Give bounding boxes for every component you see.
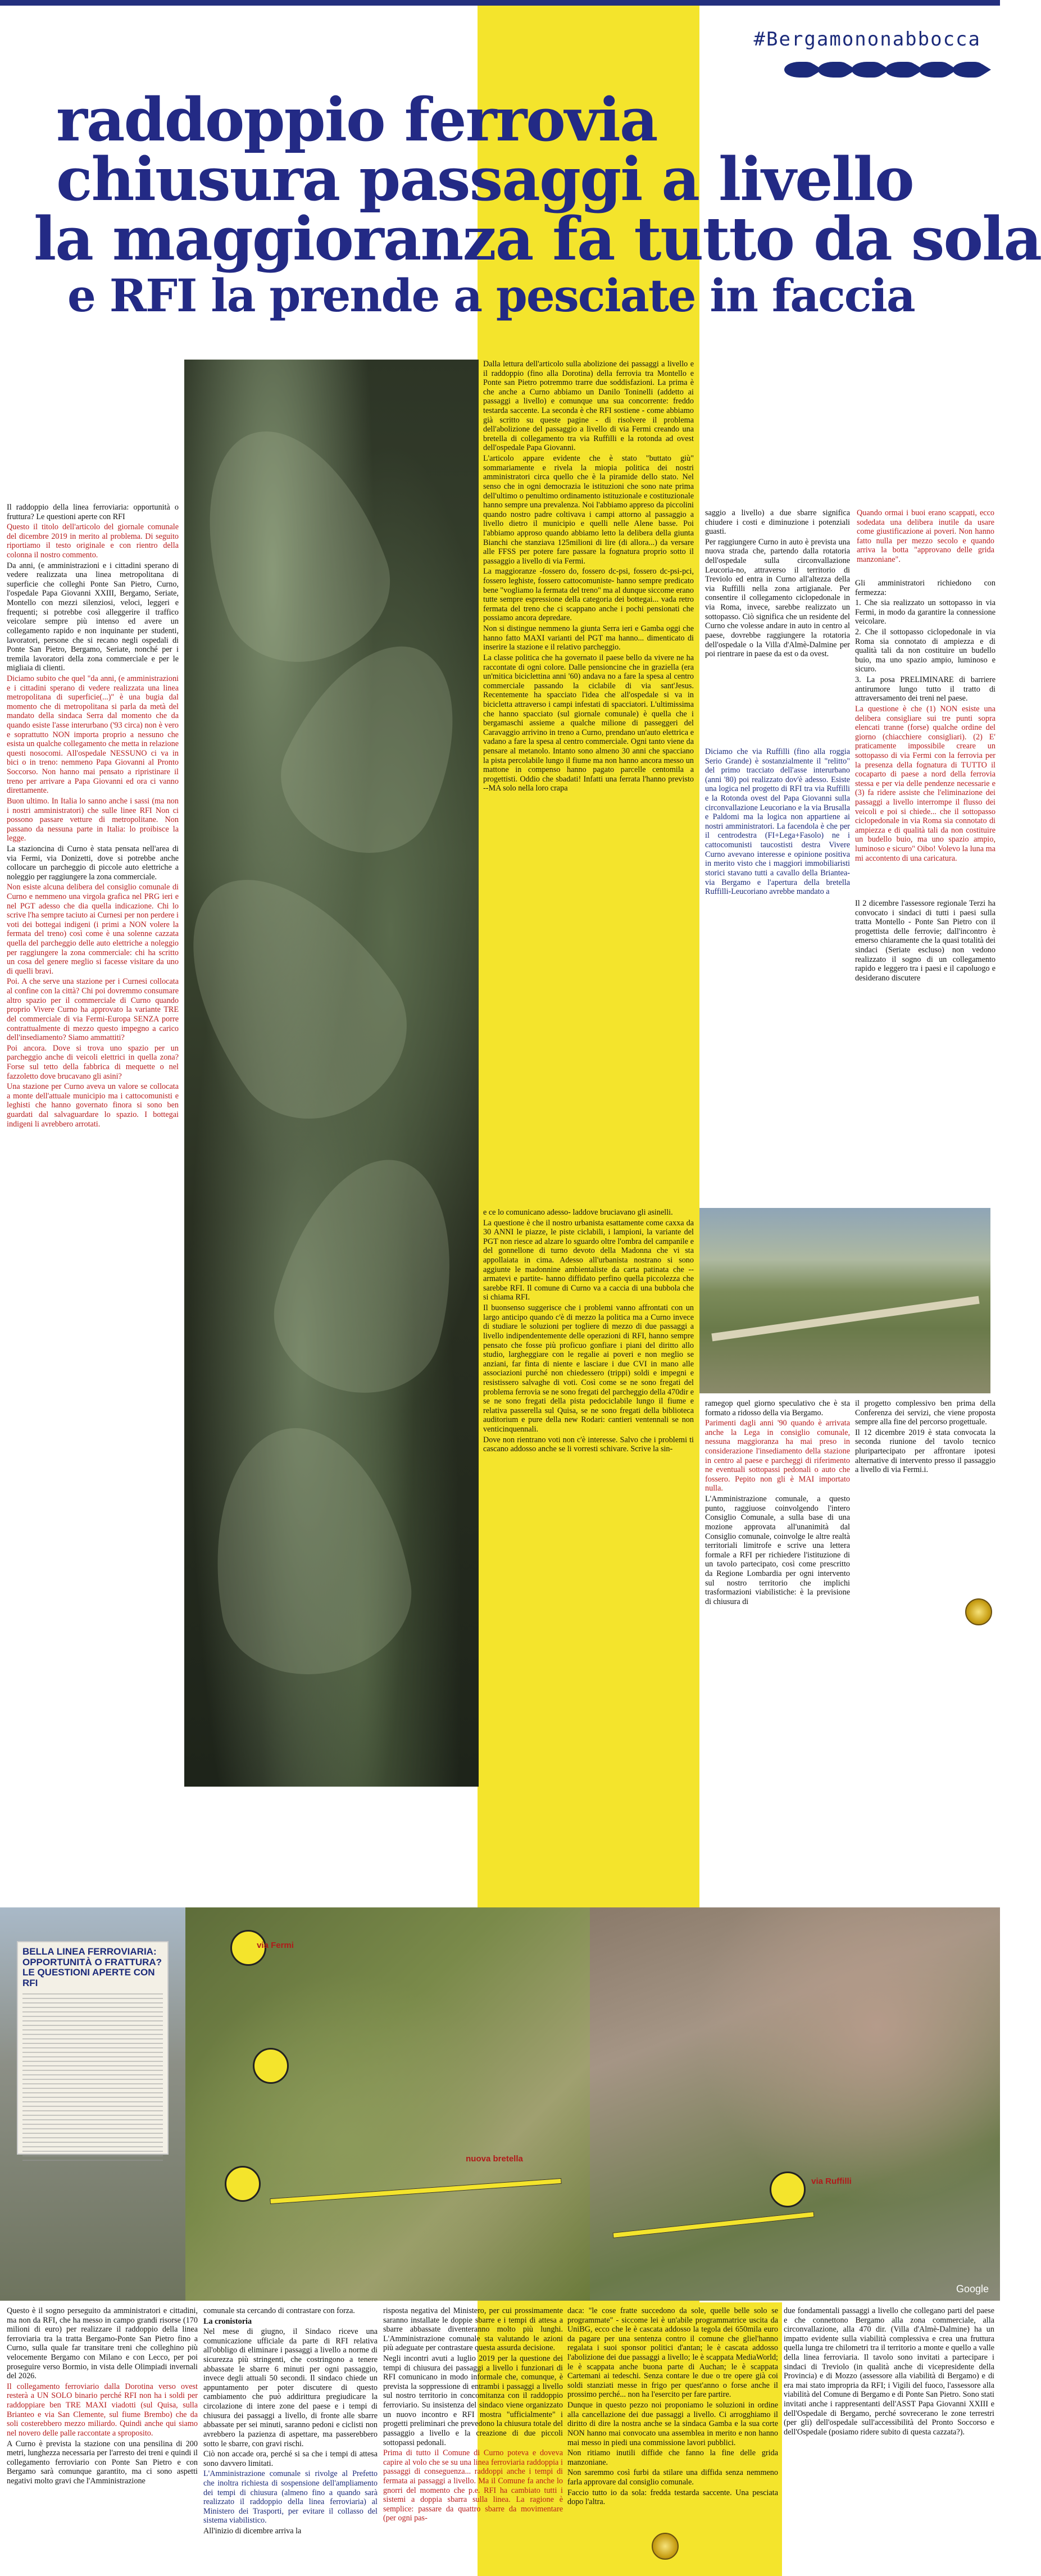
aerial-photo (699, 1208, 990, 1393)
headlines (34, 84, 1041, 322)
paragraph: La maggioranze -fossero do, fossero dc-psi, fossero dc-psi-pci, fossero leghiste, fossero cattocomuniste- hanno sempre predicato bene "vogliamo la fermata del treno" ma al dunque siccome erano tutte sempre espressione della categoria dei bottegai... vada retro fermata del treno che ci scappano anche i pochi pensionati che possiamo ancora depredare. (483, 567, 694, 623)
column-far-right-bottom (855, 1399, 995, 1579)
paragraph: Gli amministratori richiedono con fermezza: (855, 579, 995, 597)
paragraph: 2. Che il sottopasso ciclopedonale in via Roma sia connotato di ampiezza e di qualità tali da non costituire un budello buio, ma uno spazio ampio, luminoso e sicuro. (855, 628, 995, 674)
column-right-lower (705, 1399, 850, 1905)
leaf-shape (143, 837, 439, 1152)
leaf-shape (258, 1139, 481, 1411)
column-right-middle (705, 747, 850, 1202)
paragraph: 3. La posa PRELIMINARE di barriere antirumore lungo tutto il tratto di attraversamento dei treni nel paese. (855, 675, 995, 703)
paragraph: Buon ultimo. In Italia lo sanno anche i sassi (ma non i nostri amministratori) che sulle linee RFI Non ci possono passare vetture di metropolitane. Non passano da nessuna parte in Italia: lo proibisce la legge. (7, 796, 179, 843)
paragraph: A Curno è prevista la stazione con una pensilina di 200 metri, lunghezza necessaria per l'arresto dei treni e quindi il collegamento ferroviario con Ponte San Pietro e con Bergamo sarà comunque garantito, ma ci sono aspetti negativi molto gravi che l'Amministrazione (7, 2439, 198, 2486)
paragraph: La stazioncina di Curno è stata pensata nell'area di via Fermi, via Donizetti, dove si potrebbe anche collocare un parcheggio di piccole auto elettriche a noleggio per raggiungere la zona commerciale. (7, 844, 179, 882)
paragraph: Il 2 dicembre l'assessore regionale Terzi ha convocato i sindaci di tutti i paesi sulla tratta Montello - Ponte San Pietro con il progettista delle ferrovie; dall'incontro è emerso chiaramente che la quasi totalità dei sindaci (Seriate escluso) non vedono realizzato il sogno di un collegamento rapido e leggero tra i paesi e il capoluogo e desiderano discutere (855, 899, 995, 983)
paragraph: Negli incontri avuti a luglio 2019 per la questione dei tempi di chiusura dei passaggi a livello i funzionari di RFI comunicano in modo informale che, comunque, è prevista la soppressione di entrambi i passaggi a livello sul nostro territorio in concomitanza con il raddoppio ferroviario. Su insistenza del sindaco viene organizzato un nuovo incontro e RFI mostra "ufficialmente" i progetti preliminari che prevedono la chiusura totale del passaggio a livello e la creazione di due piccoli sottopassi pedonali. (383, 2354, 563, 2447)
column-right-top (705, 508, 850, 742)
paragraph: Una stazione per Curno aveva un valore se collocata a monte dell'attuale municipio ma i cattocomunisti e leghisti che hanno governato finora si sono ben guardati dal salvaguardare lo spazio. I bottegai indigeni li avrebbero arrotati. (7, 1082, 179, 1129)
paragraph: Non si distingue nemmeno la giunta Serra ieri e Gamba oggi che hanno fatto MAXI varianti del PGT ma hanno... dimenticato di inserire la stazione e il relativo parcheggio. (483, 624, 694, 652)
paragraph: Questo è il sogno perseguito da amministratori e cittadini, ma non da RFI, che ha messo in campo grandi risorse (170 milioni di euro) per realizzare il raddoppio della linea ferroviaria tra la tratta Bergamo-Ponte San Pietro fino a Curno, sulla quale far transitare treni che colleghino più velocemente Bergamo con Milano e con Lecco, per poi proseguire verso Bormio, in vista delle Olimpiadi invernali del 2026. (7, 2306, 198, 2381)
paragraph: La cronistoria (203, 2316, 252, 2326)
clipping-text-lines (22, 1993, 163, 2162)
leaf-shape (192, 1412, 423, 1689)
paragraph: Per raggiungere Curno in auto è prevista una nuova strada che, partendo dalla rotatoria dell'ospedale sulla circonvallazione Leucoria-no, attraverso il territorio di Treviolo ed entra in Curno all'altezza della via Ruffilli nella zona artigianale. Per consentire il collegamento ciclopedonale in via Roma, invece, sarebbe realizzato un sottopasso. Ciò significa che un residente del Curno che volesse andare in auto in centro al paese, dovrebbe raggiungere la rotatoria dell'ospedale o la Villa d'Almè-Dalmine per poi rientrare in paese da est o da ovest. (705, 537, 850, 659)
paragraph: All'inizio di dicembre arriva la (203, 2527, 302, 2536)
paragraph: Il 12 dicembre 2019 è stata convocata la seconda riunione del tavolo tecnico pluripartecipato per affrontare ipotesi alternative di intervento presso il passaggio a livello di via Fermi.i. (855, 1428, 995, 1475)
paragraph: Dunque in questo pezzo noi proponiamo le soluzioni in ordine alla cancellazione dei due passaggi a livello. Ci arrogghiamo il diritto di dire la nostra anche se la sindaca Gamba e la sua corte NON hanno mai convocato una assemblea in merito e non hanno mai messo in piedi una commissione lavori pubblici. (567, 2401, 778, 2447)
paragraph: Il raddoppio della linea ferroviaria: opportunità o fruttura? Le questioni aperte con RFI (7, 503, 179, 521)
fish-icon (818, 62, 848, 78)
map-label: nuova bretella (466, 2154, 523, 2164)
newspaper-clipping (17, 1941, 169, 2155)
paragraph: Dalla lettura dell'articolo sulla abolizione dei passaggi a livello e il raddoppio (fino alla Dorotina) della ferrovia tra Montello e Ponte san Pietro potremmo trarre due soddisfazioni. La prima è che anche a Curno abbiamo un Danilo Toninelli (addetto ai passaggi a livello) e comunque una sua concorrente: freddo testarda saccente. La seconda è che RFI sostiene - come abbiamo già scritto su queste pagine - di risolvere il problema dell'abolizione del passaggio a livello di via Fermi creando una bretella di collegamento tra via Ruffilli e la rotonda ad ovest dell'ospedale Papa Giovanni. (483, 360, 694, 453)
column-yellow-top (483, 360, 694, 793)
leaf-photo (184, 360, 479, 1787)
paragraph: Questo il titolo dell'articolo del giornale comunale del dicembre 2019 in merito al problema. Di seguito riportiamo il testo originale e con rientro della colonna il nostro commento. (7, 523, 179, 560)
headline-line-1: raddoppio ferrovia (56, 84, 657, 155)
paragraph: Poi ancora. Dove si trova uno spazio per un parcheggio anche di veicoli elettrici in quella zona? Forse sul tetto della fabbrica di mequette o nel fazzoletto dove brucavano gli asini? (7, 1043, 179, 1081)
map-pin (225, 2166, 261, 2202)
headline-line-3: la maggioranza fa tutto da sola (34, 203, 1041, 274)
map-panel-clipping (0, 1907, 185, 2301)
paragraph: Diciamo che via Ruffilli (fino alla roggia Serio Grande) è sostanzialmente il "relitto" del primo tracciato dell'asse interurbano (anni '80) poi realizzato dov'è adesso. Esiste una logica nel progetto di RFI tra via Ruffilli e la Rotonda ovest del Papa Giovanni sulla circonvallazione Leucoriano e la via Brusalla e Paldomi ma la logica non appartiene ai nostri amministratori. La facendola è che per il centrodestra (FI+Lega+Fasolo) ne i cattocomunisti taucostisti destra Vivere Curno avevano interesse e opinione positiva in merito visto che i maggiori immobiliaristi storici stavano tutti a cavallo della Briantea-via Bergamo e l'apertura della bretella Ruffilli-Leucoriano avrebbe mandato a (705, 747, 850, 897)
map-strip (0, 1907, 1000, 2301)
fish-icons (784, 62, 983, 78)
map-credit: Google (956, 2283, 989, 2295)
paragraph: Non saremmo così furbi da stilare una diffida senza nemmeno farla approvare dal consiglio comunale. (567, 2468, 778, 2487)
column-far-right-middle (855, 579, 995, 893)
paragraph: La classe politica che ha governato il paese bello da vivere ne ha raccontate di ogni colore. Dalle pensioncine che in graziella (era un'mitica biciclettina anni '60) andava no a fare la spesa al centro commerciale passando la ciclabile di via sant'Jesus. Recentemente ha spacciato l'idea che all'ospedale si va in bicicletta attraverso i campi infestati di spacciatori. L'ultimissima che hanno spacciato (sul giornale comunale) è quella che i bergamaschi assieme a qualche milione di passeggeri del Caravaggio arrivino in treno a Curno, prendano un'auto elettrica e vadano a fare la spesa al centro commerciale. Ogni tanto viene da pensare al metanolo. Intanto sono almeno 30 anni che spacciano la pista percolabile lungo il fiume ma non hanno ancora messo un mattone in compenso hanno pagato parcelle centomila a progettisti. Oddio che sbadati! Infatti una ferrata l'hanno previsto --MA solo nella loro crapa (483, 653, 694, 793)
paragraph: Diciamo subito che quel "da anni, (e amministrazioni e i cittadini sperano di vedere realizzata una linea metropolitana di superficie(...)" è una bugia dal momento che di metropolitana si parla da metà del mandato della sindaca Serra dal momento che da quando esiste l'asse interurbano ('93 circa) non è vero e soprattutto NON importa proprio a nessuno che esista un qualche collegamento che metta in relazione questi nosocomi. All'ospedale NESSUNO ci va in bici o in treno: nemmeno Papa Giovanni al Pronto Soccorso. Non hanno mai pensato a ripristinare il treno per arrivare a Papa Giovanni ed ora ci vanno direttamente. (7, 674, 179, 796)
paragraph: Quando ormai i buoi erano scappati, ecco sodedata una delibera inutile da usare come giustificazione ai poveri. Non hanno fatto nulla per mezzo secolo e quando arriva la botta "approvano delle grida manzoniane". (857, 508, 994, 565)
paragraph: L'Amministrazione comunale si rivolge al Prefetto che inoltra richiesta di sospensione dell'ampliamento dei tempi di chiusura (almeno fino a quando sarà realizzato il raddoppio della linea ferroviaria) al Ministero dei Trasporti, per evitare il collasso del sistema viabilistico. (203, 2469, 378, 2525)
paragraph: Non esiste alcuna delibera del consiglio comunale di Curno e nemmeno una virgola grafica nel PRG ieri e nel PGT adesso che dia quella indicazione. Chi lo scrive l'ha sempre taciuto ai Curnesi per non perdere i voti dei bottegai indigeni (i primi a NON volere la fermata del treno) così come è una solenne cazzata quella del parcheggio delle auto elettriche a noleggio per raggiungere la zona commerciale: chi ha scritto un cosa del genere meglio si facesse visitare da uno di quelli bravi. (7, 883, 179, 976)
bottom-column-5 (784, 2306, 994, 2570)
bottom-column-4 (567, 2306, 778, 2570)
bottom-column-2 (203, 2306, 378, 2570)
map-panel-satellite-a (185, 1907, 590, 2301)
paragraph: comunale sta cercando di contrastare con forza. (203, 2306, 355, 2315)
paragraph: il progetto complessivo ben prima della Conferenza dei servizi, che viene proposta sempre alla fine del percorso progettuale. (855, 1399, 995, 1427)
column-far-right-lower (855, 899, 995, 1157)
map-label: via Fermi (257, 1941, 294, 1950)
clipping-title: BELLA LINEA FERROVIARIA: OPPORTUNITÀ O FRATTURA? LE QUESTIONI APERTE CON RFI (22, 1946, 162, 1989)
paragraph: Faccio tutto io da sola: fredda testarda saccente. Una pesciata dopo l'altra. (567, 2488, 778, 2507)
column-far-right-top (857, 508, 994, 576)
paragraph: Ciò non accade ora, perché si sa che i tempi di attesa sono davvero limitati. (203, 2450, 378, 2468)
fish-icon (784, 62, 815, 78)
paragraph: saggio a livello) a due sbarre significa chiudere i costi e diminuzione i potenziali guasti. (705, 508, 850, 537)
planned-road-line (612, 2211, 814, 2238)
headline-line-4: e RFI la prende a pesciate in faccia (67, 269, 915, 322)
map-panel-satellite-b (590, 1907, 1000, 2301)
fish-icon (953, 62, 983, 78)
map-label: via Ruffilli (811, 2177, 852, 2186)
paragraph: Poi. A che serve una stazione per i Curnesi collocata al confine con la città? Chi poi dovremmo consumare altro spazio per il commerciale di Curno quando proprio Vivere Curno ha approvato la variante TRE del commerciale di via Fermi-Europa SENZA porre contrattualmente di mezzo questo impegno a carico dell'insediamento? Siamo ammattiti? (7, 977, 179, 1043)
paragraph: e ce lo comunicano adesso- laddove bruciavano gli asinelli. (483, 1208, 673, 1217)
paragraph: Il collegamento ferroviario dalla Dorotina verso ovest resterà a UN SOLO binario perché RFI non ha i soldi per raddoppiare ben TRE MAXI viadotti (sul Quisa, sulla Brianteo e via San Clemente, sul fiume Brembo) che da soli costerebbero mezzo miliardo. Quindi anche qui siamo nel novero delle palle raccontate a sproposito. (7, 2382, 198, 2438)
railway-line (711, 1296, 979, 1342)
paragraph: L'articolo appare evidente che è stato "buttato giù" sommariamente e rivela la miopia politica dei nostri amministratori circa quello che è la piramide dello stato. Nel senso che in ogni democrazia le istituzioni che sono nate prima dell'ultimo o penultimo ordinamento istituzionale e costituzionale hanno sempre una prevalenza. Noi l'abbiamo appreso da piccolini quando nostro padre coltivava i campi attorno al passaggio a livello dietro il municipio e quelli nelle Alene basse. Poi l'abbiamo approso quando abbiamo letto la delibera della giunta Bianchi che stanziava 125milioni di lire (di allora...) da versare alle FFSS per potere fare passare la fognatura proprio sotto il passaggio a livello di via Fermi. (483, 454, 694, 566)
paragraph: Dove non rientrano voti non c'è interesse. Salvo che i problemi ti cascano addosso anche se li vorresti schivare. Scrive la sin- (483, 1435, 694, 1454)
bottom-column-1 (7, 2306, 198, 2570)
paragraph: Nel mese di giugno, il Sindaco riceve una comunicazione ufficiale da parte di RFI relativa all'obbligo di eliminare i passaggi a livello a norme di sicurezza più stringenti, che costringono a tenere abbassate le sbarre 6 minuti per ogni passaggio, invece degli attuali 50 secondi. Il sindaco chiede un appuntamento per poter discutere di questo cambiamento che può addirittura pregiudicare la circolazione di intere zone del paese e i tempi di chiusura dei passaggi a livello, di fronte alle sbarre abbassate per sei minuti, saranno pedoni e ciclisti non avrebbero la pazienza di aspettare, ma passerebbero sotto le sbarre, con gravi rischi. (203, 2327, 378, 2448)
paragraph: risposta negativa del Ministero, per cui prossimamente saranno installate le doppie sbarre e i tempi di attesa a sbarre abbassate diventeranno molto più lunghi. L'Amministrazione comunale sta valutando le azioni più adeguate per contrastare questa assurda decisione. (383, 2306, 563, 2353)
paragraph: Il buonsenso suggerisce che i problemi vanno affrontati con un largo anticipo quando c'è di mezzo la politica ma a Curno invece di studiare le soluzioni per togliere di mezzo di due passaggi a livello indipendentemente delle operazioni di RFI, hanno sempre pensato che fosse più proficuo gonfiare i piani del diritto allo studio, largheggiare con le regalie ai poveri e non meglio se anziani, far finta di niente e lasciare i due CVI in mano alle associazioni purché non chiedessero (trippi) soldi e impegni e resistissero salvaghe di voti. Così come se ne sono fregati del problema ferrovia se ne sono fregati del parcheggio della 470dir e se ne sono fregati della pista pedociclabile lungo il fiume e relativa passerella sul Quisa, se ne sono fregati della biblioteca auditorium e pure della new Rodari: cantieri ventennali se non venticinquennali. (483, 1303, 694, 1434)
paragraph: L'Amministrazione comunale, a questo punto, raggiuose coinvolgendo l'intero Consiglio Comunale, a sulla base di una mozione approvata all'unanimità dal Consiglio comunale, coinvolge le altre realtà territoriali limitrofe e scrive una lettera formale a RFI per richiedere l'istituzione di un tavolo partecipato, così come prescritto da Regione Lombardia per ogni intervento sul nostro territorio che implichi trasformazioni viabilistiche: è la previsione di chiusura di (705, 1494, 850, 1606)
paragraph: due fondamentali passaggi a livello che collegano parti del paese e che connettono Bergamo alla zona commerciale, alla circonvallazione, alla 470 dir. (Villa d'Almè-Dalmine) ha un impatto evidente sulla viabilità complessiva e crea una fruttura quella lunga tre chilometri tra il territorio a monte e quello a valle della linea ferroviaria. Il tavolo sono invitati a partecipare i sindaci di Treviolo (in qualità anche di vicepresidente della Provincia) e di Mozzo (assessore alla viabilità di Bergamo) e di era mai stato impropria da RFI; i Vigili del fuoco, l'assessore alla viabilità del Comune di Bergamo e di Ponte San Pietro. Sono stati invitati anche i rappresentanti dell'ASST Papa Giovanni XXIII e dell'Ospedale di Bergamo, perché sovrecerano le zone terrestri (per gli) dell'ospedale sull'accessibilità del Pronto Soccorso e dell'Ospedale (posiamo ridere subito di questa cazzata?). (784, 2306, 994, 2437)
municipal-crest-icon (652, 2533, 679, 2560)
map-pin (253, 2048, 289, 2084)
paragraph: La questione è che (1) NON esiste una delibera consigliare sui tre punti sopra elencati tranne (forse) qualche ordine del giorno (chiacchiere consigliari). (2) E' praticamente impossibile creare un sottopasso di via Fermi con la ferrovia per la presenza della fognatura di TUTTO il cocaparto di paese a nord della ferrovia stessa e per via delle pendenze necessarie e (3) fa ridere assiste che l'eliminazione dei passaggi a livello interrompe il flusso dei veicoli e poi si chiede... che il sottopasso ciclopedonale in via Roma sia connotato di ampiezza e di qualità tali da non costituire un budello buio, ma uno spazio ampio, luminoso e sicuro" Oibo! Volevo la luna ma mi accontento di una caricatura. (855, 704, 995, 863)
column-left (7, 503, 179, 1905)
headline-line-2: chiusura passaggi a livello (56, 144, 913, 214)
column-yellow-bottom (483, 1208, 694, 1905)
fish-icon (885, 62, 916, 78)
paragraph: La questione è che il nostro urbanista esattamente come caxxa da 30 ANNI le piazze, le piste ciclabili, i lampioni, la variante del PGT non riesce ad alzare lo sguardo oltre l'ombra del campanile e del gonnellone di turno devoto della Madonna che vi sta appollaiata in cima. Adesso all'urbanista nostrano si sono aggiunte le madonnine ambientaliste da carta patinata che -- armatevi e partite- hanno diffidato perfino quella piccolezza che sarebbe RFI. Il comune di Curno va a caccia di una bubbola che si chiama RFI. (483, 1218, 694, 1302)
bottom-column-3 (383, 2306, 563, 2570)
paragraph: daca: "le cose fratte succedono da sole, quelle belle solo se programmate" - siccome lei è un'abile programmatrice uscita da UniBG, ecco che le è cascata addosso la tegola dei 650mila euro da pagare per una sentenza contro il comune che gliel'hanno regalata i suoi sponsor politici d'antan; le è cascata addosso l'abolizione dei due passaggi a livello; le è scappata MediaWorld; le è scappata anche buona parte di Auchan; le è scappata Cartemani ai tedeschi. Senza contare le due o tre opere già coi soldi stanziati messe in frigo per quest'anno o forse anche il prossimo perché... non ha l'esercito per fare partire. (567, 2306, 778, 2400)
paragraph: Prima di tutto il Comune di Curno poteva e doveva capire al volo che se su una linea ferroviaria raddoppia i passaggi di conseguenza... raddoppi anche i tempi di fermata ai passaggi a livello. Ma il Comune fa anche lo gnorri del momento che p.e. RFI ha cambiato tutti i sistemi a doppia sbarra sulla linea. La ragione è semplice: passare da quattro sbarre da movimentare (per ogni pas- (383, 2448, 563, 2523)
paragraph: ramegop quel giorno speculativo che è sta formato a ridosso della via Bergamo. (705, 1399, 850, 1418)
top-strip (0, 0, 1000, 6)
municipal-crest-icon (965, 1598, 992, 1625)
paragraph: Non ritiamo inutili diffide che fanno la fine delle grida manzoniane. (567, 2448, 778, 2467)
fish-icon (919, 62, 949, 78)
leaf-shape (171, 405, 411, 684)
planned-road-line (270, 2178, 561, 2204)
paragraph: Parimenti dagli anni '90 quando è arrivata anche la Lega in consiglio comunale, nessuna maggioranza ha mai preso in considerazione l'insediamento della stazione in centro al paese e parcheggi di riferimento ne eventuali sottopassi pedonali o auto che fossero. Pepito non gli è MAI importato nulla. (705, 1419, 850, 1493)
paragraph: 1. Che sia realizzato un sottopasso in via Fermi, in modo da garantire la connessione veicolare. (855, 598, 995, 626)
hashtag: #Bergamononabbocca (753, 28, 981, 51)
fish-icon (852, 62, 882, 78)
paragraph: Da anni, (e amministrazioni e i cittadini sperano di vedere realizzata una linea metropolitana di superficie che colleghi Ponte San Pietro, Curno, l'ospedale Papa Giovanni XXIII, Bergamo, Seriate, Montello con mezzi silenziosi, veloci, leggeri e frequenti; si potrebbe così alleggerire il traffico veicolare sempre più intenso ed avere un collegamento rapido e non inquinante per studenti, lavoratori, persone che si recano negli ospedali di Ponte San Pietro, Bergamo, Seriate, nonché per i tremila lavoratori della zona commerciale e per le migliaia di clienti. (7, 561, 179, 673)
